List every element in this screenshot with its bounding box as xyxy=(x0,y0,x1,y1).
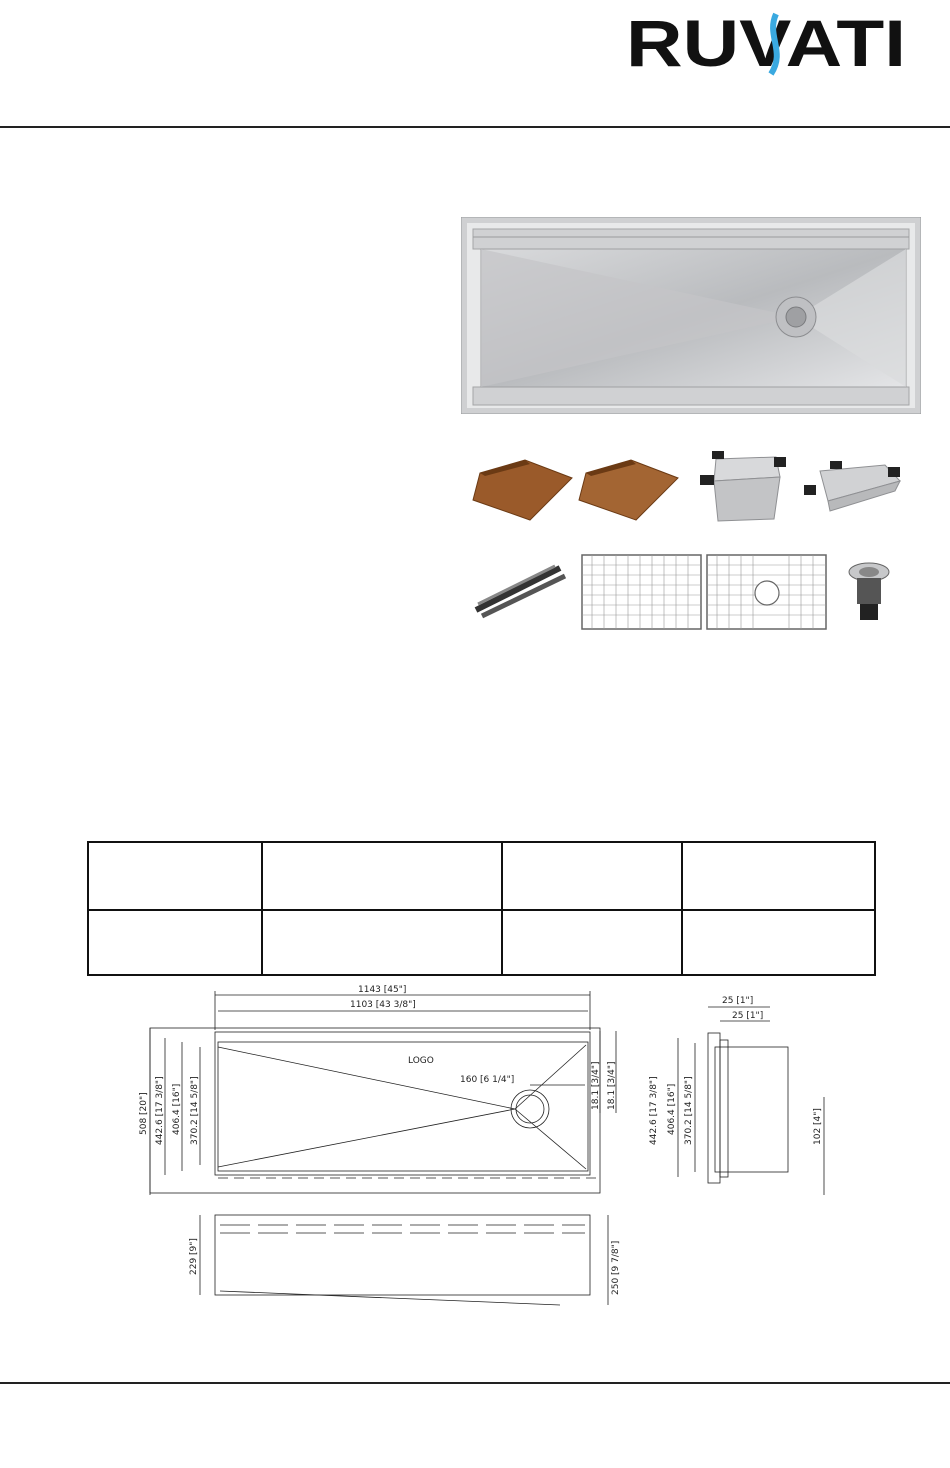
table-cell xyxy=(502,910,682,975)
dim-side-width-a: 442.6 [17 3/8"] xyxy=(649,1076,659,1145)
top-view-outline xyxy=(150,1028,600,1193)
dim-width-a: 442.6 [17 3/8"] xyxy=(155,1076,165,1145)
bottom-grid-icon xyxy=(580,553,703,631)
dim-depth-deep: 250 [9 7/8"] xyxy=(611,1240,621,1295)
svg-text:RUVATI: RUVATI xyxy=(626,6,906,76)
cutting-board-icon xyxy=(576,458,681,526)
dim-side-width-c: 370.2 [14 5/8"] xyxy=(684,1076,694,1145)
dim-depth-shallow: 229 [9"] xyxy=(189,1238,199,1275)
dim-side-width-b: 406.4 [16"] xyxy=(667,1083,677,1135)
sink-product-image xyxy=(461,217,921,414)
table-cell xyxy=(262,910,502,975)
spec-table xyxy=(87,841,876,976)
front-view-outline xyxy=(215,1215,590,1295)
table-cell xyxy=(682,842,875,910)
technical-drawing xyxy=(130,985,830,1365)
header-divider xyxy=(0,126,950,128)
table-cell xyxy=(502,842,682,910)
shallow-colander-icon xyxy=(800,457,905,515)
dim-drain-height: 102 [4"] xyxy=(813,1108,823,1145)
dim-flange-b: 25 [1"] xyxy=(732,1011,764,1021)
table-cell xyxy=(88,910,262,975)
dim-ledge-a: 18.1 [3/4"] xyxy=(591,1061,601,1110)
dim-width-b: 406.4 [16"] xyxy=(172,1083,182,1135)
dim-overall-width: 508 [20"] xyxy=(139,1092,149,1135)
dim-overall-length: 1143 [45"] xyxy=(358,985,407,995)
dim-width-c: 370.2 [14 5/8"] xyxy=(190,1076,200,1145)
basket-strainer-icon xyxy=(845,560,893,624)
table-cell xyxy=(682,910,875,975)
footer-divider xyxy=(0,1382,950,1384)
bottom-grid-icon xyxy=(705,553,828,631)
deep-colander-icon xyxy=(696,447,790,527)
ruvati-logo xyxy=(626,6,906,76)
dim-flange-a: 25 [1"] xyxy=(722,996,754,1006)
cutting-board-icon xyxy=(470,458,575,526)
table-cell xyxy=(262,842,502,910)
roll-up-drying-rack-icon xyxy=(470,560,568,622)
table-cell xyxy=(88,842,262,910)
side-view-outline xyxy=(715,1047,788,1172)
dim-inner-length: 1103 [43 3/8"] xyxy=(350,1000,416,1010)
dim-logo-label: LOGO xyxy=(408,1056,434,1066)
dim-drain-offset: 160 [6 1/4"] xyxy=(460,1075,515,1085)
dim-ledge-b: 18.1 [3/4"] xyxy=(607,1061,617,1110)
